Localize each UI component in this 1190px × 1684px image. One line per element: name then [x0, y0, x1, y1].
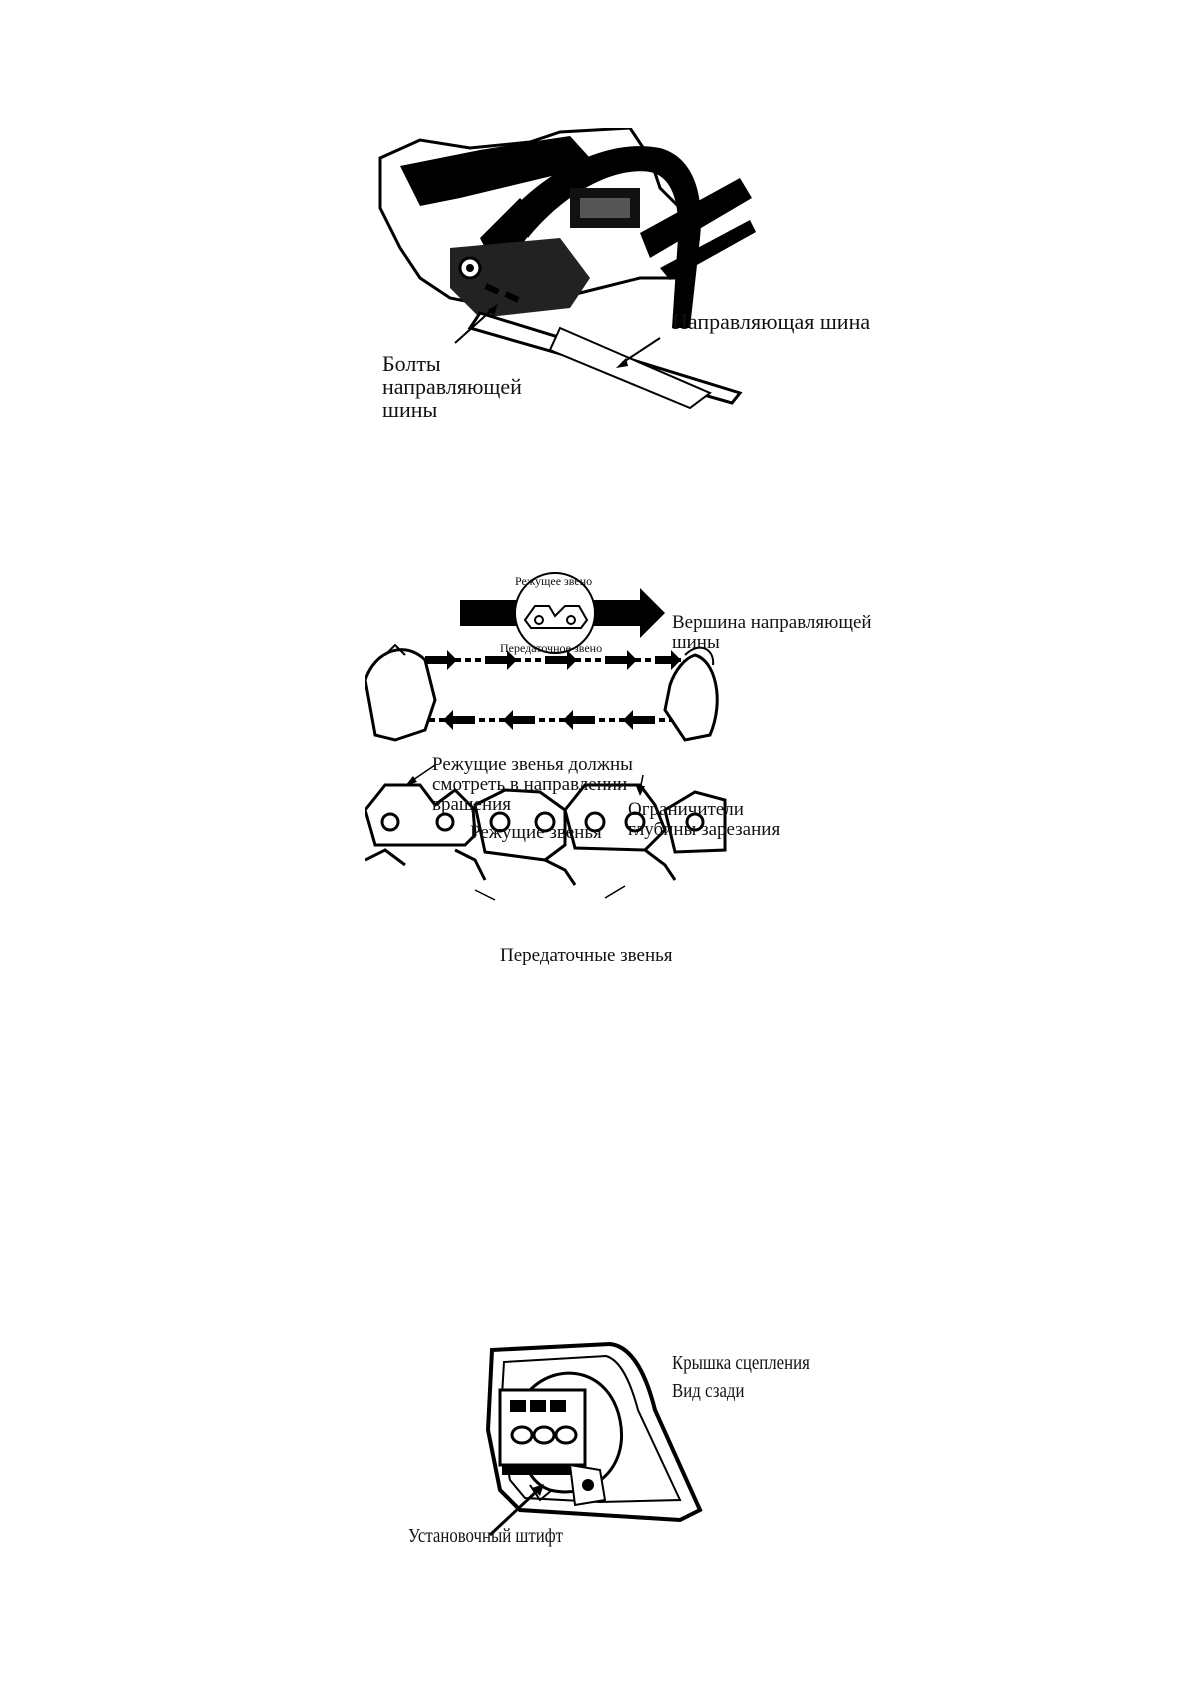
label-bar-tip: Вершина направляющей шины [672, 612, 872, 653]
label-clutch-cover: Крышка сцепления [672, 1352, 810, 1374]
label-drive-link: Передаточное звено [500, 641, 603, 655]
label-drive-links: Передаточные звенья [500, 945, 673, 966]
label-rear-view: Вид сзади [672, 1380, 745, 1402]
label-cutting-link: Режущее звено [515, 574, 593, 588]
label-depth-gauges: Ограничители глубины зарезания [628, 799, 781, 840]
label-rotation-direction: Режущие звенья должны смотреть в направлении вращения [432, 754, 633, 815]
label-mounting-pin: Установочный штифт [408, 1525, 563, 1547]
label-cutting-links: Режущие звенья [470, 822, 602, 843]
label-guide-bar-bolts: Болты направляющей шины [382, 351, 522, 423]
label-guide-bar: Направляющая шина [672, 309, 871, 334]
